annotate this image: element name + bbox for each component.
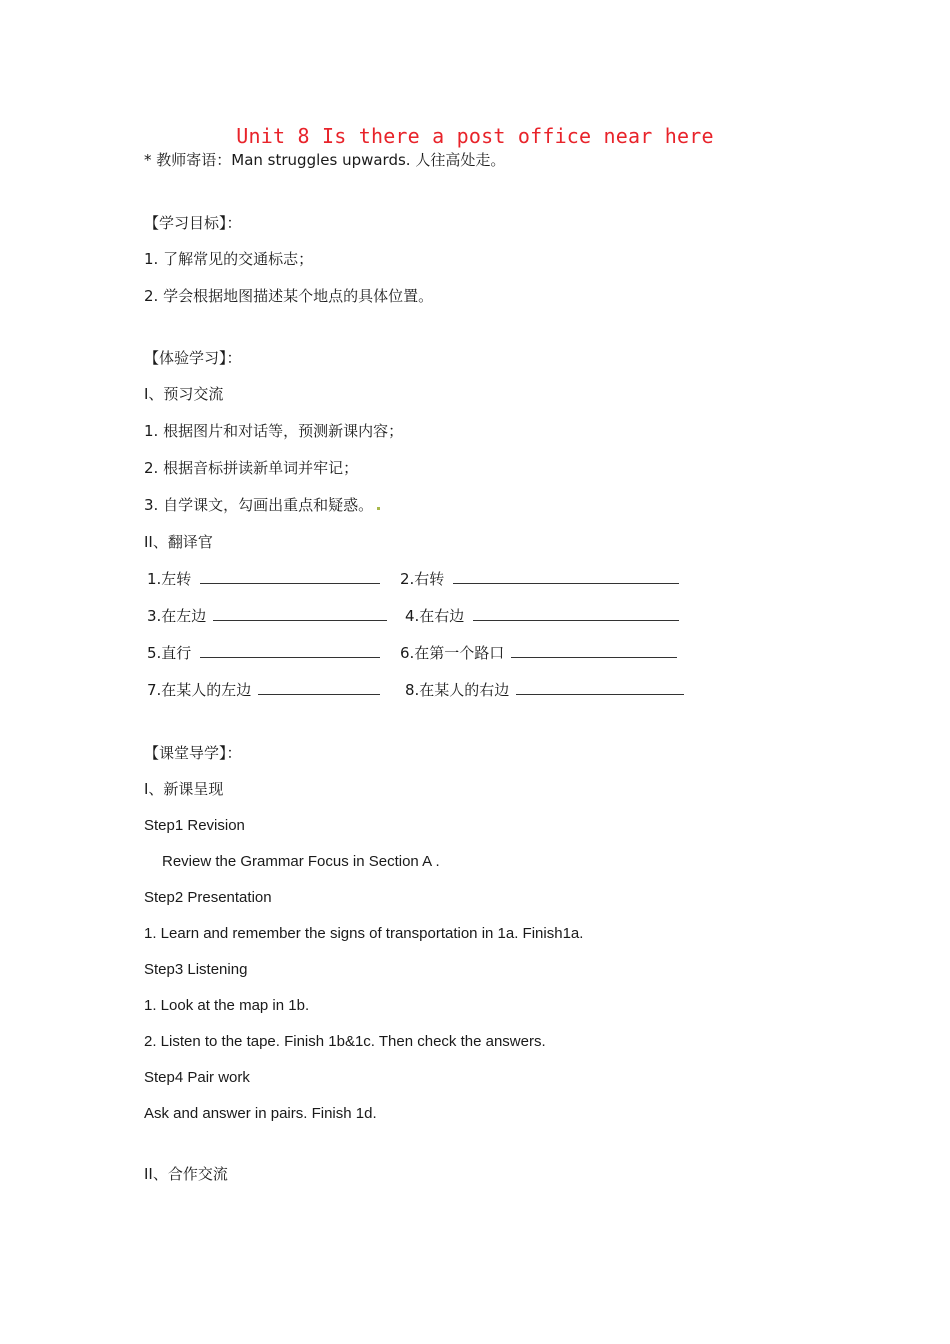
classroom-heading: 【课堂导学】：	[144, 744, 242, 762]
translation-prompt: 6.在第一个路口	[400, 644, 505, 662]
translation-prompt: 2.右转	[400, 570, 445, 588]
step4-title: Step4 Pair work	[144, 1069, 250, 1086]
answer-blank[interactable]	[473, 606, 679, 621]
step4-text: Ask and answer in pairs. Finish 1d.	[144, 1105, 377, 1122]
translation-prompt: 4.在右边	[405, 607, 465, 625]
step2-title: Step2 Presentation	[144, 889, 272, 906]
experience-heading: 【体验学习】：	[144, 349, 242, 367]
translation-row	[147, 680, 510, 700]
answer-blank[interactable]	[213, 606, 387, 621]
preview-item-1: 1. 根据图片和对话等，预测新课内容；	[144, 422, 404, 440]
answer-blank[interactable]	[200, 569, 380, 584]
step1-title: Step1 Revision	[144, 817, 245, 834]
answer-blank[interactable]	[453, 569, 679, 584]
answer-blank[interactable]	[200, 643, 380, 658]
answer-blank[interactable]	[516, 680, 684, 695]
translation-prompt: 5.直行	[147, 644, 192, 662]
preview-item-3-row	[144, 495, 380, 515]
page-title: Unit 8 Is there a post office near here	[236, 124, 714, 148]
preview-section-title: I、预习交流	[144, 385, 224, 403]
preview-item-3: 3. 自学课文，勾画出重点和疑惑。	[144, 496, 374, 514]
translation-prompt: 7.在某人的左边	[147, 681, 252, 699]
cooperation-section-title: II、合作交流	[144, 1165, 228, 1183]
preview-item-2: 2. 根据音标拼读新单词并牢记；	[144, 459, 359, 477]
translation-prompt: 3.在左边	[147, 607, 207, 625]
answer-blank[interactable]	[511, 643, 677, 658]
translation-prompt: 8.在某人的右边	[405, 681, 510, 699]
translation-row	[147, 643, 505, 663]
step3-item-2: 2. Listen to the tape. Finish 1b&1c. Then check the answers.	[144, 1033, 546, 1050]
step3-item-1: 1. Look at the map in 1b.	[144, 997, 310, 1014]
translation-row	[147, 606, 465, 626]
translation-row	[147, 569, 445, 589]
step2-text: 1. Learn and remember the signs of transportation in 1a. Finish1a.	[144, 925, 584, 942]
new-lesson-title: I、新课呈现	[144, 780, 224, 798]
objectives-heading: 【学习目标】：	[144, 214, 242, 232]
step1-text: Review the Grammar Focus in Section A .	[162, 853, 440, 870]
stray-mark	[377, 507, 380, 510]
translation-prompt: 1.左转	[147, 570, 192, 588]
answer-blank[interactable]	[258, 680, 380, 695]
teacher-motto: * 教师寄语：Man struggles upwards. 人往高处走。	[144, 151, 506, 169]
step3-title: Step3 Listening	[144, 961, 248, 978]
objective-item-1: 1. 了解常见的交通标志；	[144, 250, 314, 268]
translation-section-title: II、翻译官	[144, 533, 213, 551]
objective-item-2: 2. 学会根据地图描述某个地点的具体位置。	[144, 287, 434, 305]
